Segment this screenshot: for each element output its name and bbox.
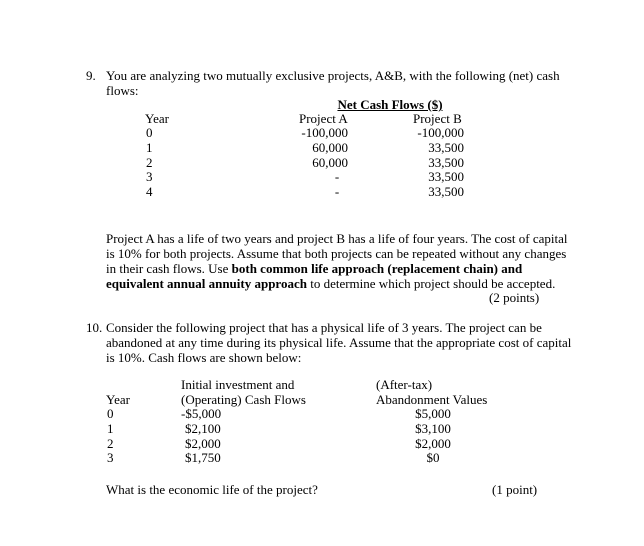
q9-body-line4 — [106, 276, 555, 291]
q10-cash-flow-cell: $2,000 — [185, 435, 221, 451]
q9-intro-line2: flows: — [106, 83, 139, 98]
q9-body-line2: is 10% for both projects. Assume that both projects can be repeated without any changes — [106, 246, 567, 261]
q10-question: What is the economic life of the project? — [106, 482, 318, 497]
q9-project-b-cell: 33,500 — [428, 139, 464, 155]
q9-project-b-header: Project B — [413, 111, 462, 126]
q10-year-column — [107, 407, 119, 466]
q10-cash-flow-cell: $1,750 — [185, 450, 221, 466]
q9-project-a-cell: - — [334, 169, 340, 185]
q9-project-a-cell: 60,000 — [312, 139, 348, 155]
q9-year-cell: 0 — [146, 125, 153, 140]
q9-number: 9. — [86, 68, 96, 83]
q10-abandonment-cell: $3,100 — [415, 420, 451, 436]
q9-year-cell: 2 — [146, 154, 153, 170]
q9-replacement-chain-emphasis: both common life approach (replacement chain) and — [231, 261, 523, 276]
q9-body-line3 — [106, 261, 522, 276]
q9-body-line1: Project A has a life of two years and project B has a life of four years. The cost of capital — [106, 231, 568, 246]
q9-year-header: Year — [145, 111, 169, 126]
q10-intro-line1: Consider the following project that has a physical life of 3 years. The project can be — [106, 320, 542, 335]
q10-intro-line3: is 10%. Cash flows are shown below: — [106, 350, 302, 365]
q9-project-a-cell: - — [334, 184, 340, 200]
q9-project-b-column — [404, 126, 464, 200]
q9-project-a-column — [290, 126, 348, 200]
q9-year-column — [146, 126, 158, 200]
q9-project-b-cell: 33,500 — [428, 184, 464, 200]
q10-number: 10. — [86, 320, 103, 335]
q10-intro-line2: abandoned at any time during its physical life. Assume that the appropriate cost of capital — [106, 335, 572, 350]
q10-year-header: Year — [106, 392, 130, 407]
q9-project-b-cell: -100,000 — [417, 125, 464, 140]
q9-project-a-cell: 60,000 — [312, 154, 348, 170]
q9-body-line3-text: in their cash flows. Use — [106, 261, 232, 276]
q10-investment-header-line2: (Operating) Cash Flows — [181, 392, 306, 407]
q9-year-cell: 3 — [146, 169, 153, 185]
q9-project-b-cell: 33,500 — [428, 169, 464, 185]
q10-abandonment-cell: $2,000 — [415, 435, 451, 451]
q10-points: (1 point) — [492, 482, 538, 497]
q9-eaa-emphasis: equivalent annual annuity approach — [106, 276, 307, 291]
q10-cash-flow-column — [181, 407, 241, 466]
q10-year-cell: 0 — [107, 406, 114, 421]
q10-cash-flow-cell: $2,100 — [185, 420, 221, 436]
q10-abandonment-cell: $0 — [426, 450, 440, 466]
q9-year-cell: 1 — [146, 139, 153, 155]
q9-intro-line1: You are analyzing two mutually exclusive projects, A&B, with the following (net) cash — [106, 68, 560, 83]
q9-points: (2 points) — [489, 290, 540, 305]
q10-abandonment-header-line2: Abandonment Values — [376, 392, 488, 407]
q10-investment-header-line1: Initial investment and — [181, 377, 295, 392]
q10-year-cell: 3 — [107, 450, 114, 466]
q10-year-cell: 1 — [107, 420, 114, 436]
q9-year-cell: 4 — [146, 184, 153, 200]
q10-abandonment-cell: $5,000 — [415, 406, 451, 421]
q9-body-line4-text: to determine which project should be accepted. — [306, 276, 556, 291]
q9-project-a-cell: -100,000 — [301, 125, 348, 140]
q9-net-cash-flows-header: Net Cash Flows ($) — [337, 97, 443, 112]
q10-cash-flow-cell: -$5,000 — [181, 406, 222, 421]
q10-year-cell: 2 — [107, 435, 114, 451]
q10-abandonment-column — [408, 407, 458, 466]
q9-project-a-header: Project A — [299, 111, 348, 126]
q9-project-b-cell: 33,500 — [428, 154, 464, 170]
q10-abandonment-header-line1: (After-tax) — [376, 377, 433, 392]
